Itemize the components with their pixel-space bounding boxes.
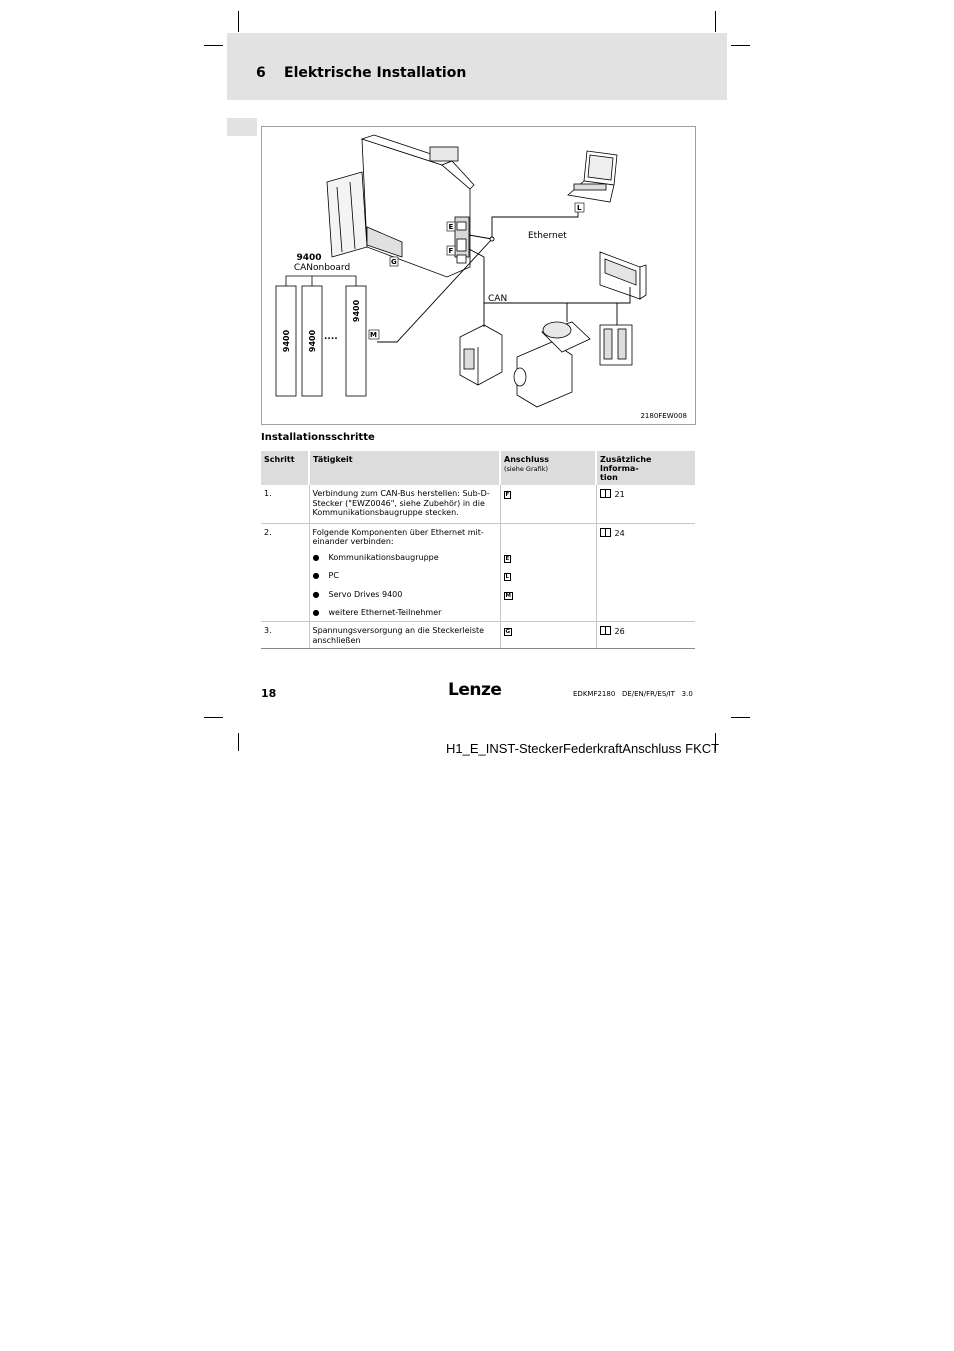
cell-step: 1. [261, 485, 309, 523]
book-icon [600, 489, 611, 498]
marker-f: F [448, 247, 454, 255]
cell-connection [500, 523, 596, 622]
book-icon [600, 528, 611, 537]
header-connection [500, 451, 596, 485]
cell-info [596, 485, 695, 523]
marker-m: M [370, 331, 377, 339]
crop-mark [238, 733, 239, 751]
crop-mark [204, 45, 223, 46]
lenze-logo: Lenze [448, 680, 502, 700]
label-9400: 9400 [296, 253, 322, 263]
cell-activity [309, 523, 500, 622]
component-list [313, 553, 497, 619]
cell-info [596, 622, 695, 649]
hmi-panel [600, 252, 646, 299]
drive-label-2: 9400 [308, 329, 317, 353]
marker-l: L [577, 204, 582, 212]
drive-label-3: 9400 [352, 299, 361, 323]
drive-label-1: 9400 [282, 329, 291, 353]
page-reference: 21 [614, 490, 625, 499]
table-row [261, 523, 695, 622]
cell-activity: Spannungsversorgung an die Steckerleiste anschließen [309, 622, 500, 649]
label-can: CAN [488, 294, 508, 304]
cell-info [596, 523, 695, 622]
list-item: ● Kommunikationsbaugruppe [313, 553, 497, 572]
table-header-row [261, 451, 695, 485]
list-item: ● Servo Drives 9400 [313, 590, 497, 609]
connection-letter: E [505, 555, 510, 562]
servo-inverter [460, 325, 502, 385]
io-module [600, 325, 632, 365]
list-item: ● weitere Ethernet-Teilnehmer [313, 608, 497, 618]
page-reference: 26 [614, 627, 625, 636]
installation-steps-table [261, 451, 695, 649]
laptop [568, 151, 617, 202]
list-item: ● PC [313, 571, 497, 590]
drive-dots: .... [324, 332, 338, 342]
book-icon [600, 626, 611, 635]
cell-connection [500, 485, 596, 523]
document-reference: EDKMF2180 DE/EN/FR/ES/IT 3.0 [573, 690, 693, 698]
chapter-title: Elektrische Installation [284, 65, 467, 81]
header-step: Schritt [261, 451, 309, 485]
source-filename: H1_E_INST-SteckerFederkraftAnschluss FKCT [446, 741, 720, 756]
cell-activity: Verbindung zum CAN-Bus herstellen: Sub-D-Stecker ("EWZ0046", siehe Zubehör) in die Kommunikationsbaugruppe stecken. [309, 485, 500, 523]
table-row [261, 622, 695, 649]
figure-id: 2180FEW008 [640, 412, 687, 420]
cell-step: 2. [261, 523, 309, 622]
cell-connection [500, 622, 596, 649]
crop-mark [715, 11, 716, 32]
crop-mark [204, 717, 223, 718]
activity-text: Folgende Komponenten über Ethernet mit-einander verbinden: [312, 527, 484, 546]
page-reference: 24 [614, 528, 625, 538]
chapter-number: 6 [256, 65, 266, 81]
communication-module [327, 135, 474, 277]
header-connection-sub: (siehe Grafik) [504, 465, 548, 473]
installation-diagram [261, 126, 696, 425]
crop-mark [731, 45, 750, 46]
marker-g: G [391, 258, 397, 266]
crop-mark [238, 11, 239, 32]
connection-letter: F [505, 492, 510, 498]
label-ethernet: Ethernet [528, 231, 567, 241]
marker-e: E [448, 223, 454, 231]
label-canonboard: CANonboard [293, 263, 351, 273]
page-number: 18 [261, 687, 277, 700]
connection-letter: G [505, 629, 511, 635]
connection-letter: L [505, 574, 510, 580]
header-connection-label: Anschluss [504, 455, 550, 464]
table-row [261, 485, 695, 523]
side-tab [227, 118, 257, 136]
connection-letter: M [505, 592, 511, 599]
chapter-heading [256, 65, 466, 81]
diagram-svg [262, 127, 695, 424]
crop-mark [731, 717, 750, 718]
section-title: Installationsschritte [261, 432, 375, 443]
header-activity: Tätigkeit [309, 451, 500, 485]
cell-step: 3. [261, 622, 309, 649]
connection-letter-list [504, 553, 593, 609]
geared-motor [514, 322, 590, 407]
header-info: Zusätzliche Informa- tion [596, 451, 695, 485]
